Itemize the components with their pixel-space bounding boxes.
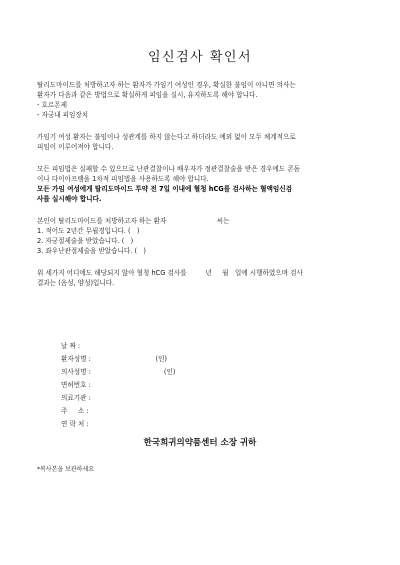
checklist-item: 1. 적어도 2년간 무월경입니다. ( ) <box>37 227 140 235</box>
field-label: 의료기관 : <box>61 394 91 402</box>
recipient-title: 한국희귀의약품센터 소장 귀하 <box>143 438 257 448</box>
document-title: 임신검사 확인서 <box>147 50 253 65</box>
field-row-patient <box>61 353 175 366</box>
field-label: 주 소 : <box>61 407 89 415</box>
field-label: 환자성명 : <box>61 355 91 363</box>
intro-line-2: 환자가 다음과 같은 방법으로 확실하게 피임을 실시, 유지하도록 해야 합니다. <box>37 91 258 99</box>
copy-note: *복사본을 보관하세요 <box>37 466 95 473</box>
field-row-institution <box>61 392 175 405</box>
field-row-date <box>61 340 175 353</box>
para3-line-1: 모든 피임법은 실패할 수 있으므로 난관결찰이나 배우자가 정관결찰술을 받은 경우에도 콘돔 <box>37 165 301 173</box>
field-row-address <box>61 405 175 418</box>
method-item: - 자궁내 피임장치 <box>37 111 89 119</box>
intro-line-1: 탈리도마이드를 처방하고자 하는 환자가 가임기 여성인 경우, 확실한 불임이 아니면 의사는 <box>37 81 296 89</box>
field-row-contact <box>61 418 175 431</box>
para3-bold-line-2: 사를 실시해야 합니다. <box>37 195 102 203</box>
field-label: 날 짜 : <box>61 342 81 350</box>
field-value: (인) <box>101 368 176 376</box>
para5-line-1: 위 세가지 어디에도 해당되지 않아 혈청 hCG 검사를 년 월 일에 시행하였으며 검사 <box>37 269 303 277</box>
checklist-item: 3. 좌우난관절제술을 받았습니다. ( ) <box>37 247 146 255</box>
para3-line-2: 이나 다이아프램을 1차적 피임법을 사용하도록 해야 합니다. <box>37 175 209 183</box>
signature-fields <box>61 340 175 431</box>
field-label: 연 락 처 : <box>61 420 89 428</box>
para2-line-1: 가임기 여성 환자는 불임이나 성관계를 하지 않는다고 하더라도 예외 없이 모두 체계적으로 <box>37 133 296 141</box>
field-row-license <box>61 379 175 392</box>
document-body <box>37 80 368 288</box>
para5-line-2: 결과는 (음성, 양성)입니다. <box>37 279 115 287</box>
para3-bold-line-1: 모든 가임 여성에게 탈리도마이드 투약 전 7일 이내에 혈청 hCG를 검사하는 혈액임신검 <box>37 185 292 193</box>
field-value: (인) <box>101 355 168 363</box>
para2-line-2: 피임이 이루어져야 합니다. <box>37 143 114 151</box>
field-label: 면허번호 : <box>61 381 91 389</box>
field-row-doctor <box>61 366 175 379</box>
checklist-item: 2. 자궁절제술을 받았습니다. ( ) <box>37 237 134 245</box>
field-label: 의사성명 : <box>61 368 91 376</box>
para4-line-1: 본인이 탈리도마이드를 처방하고자 하는 환자 씨는 <box>37 217 230 225</box>
method-item: - 호르몬제 <box>37 101 67 109</box>
